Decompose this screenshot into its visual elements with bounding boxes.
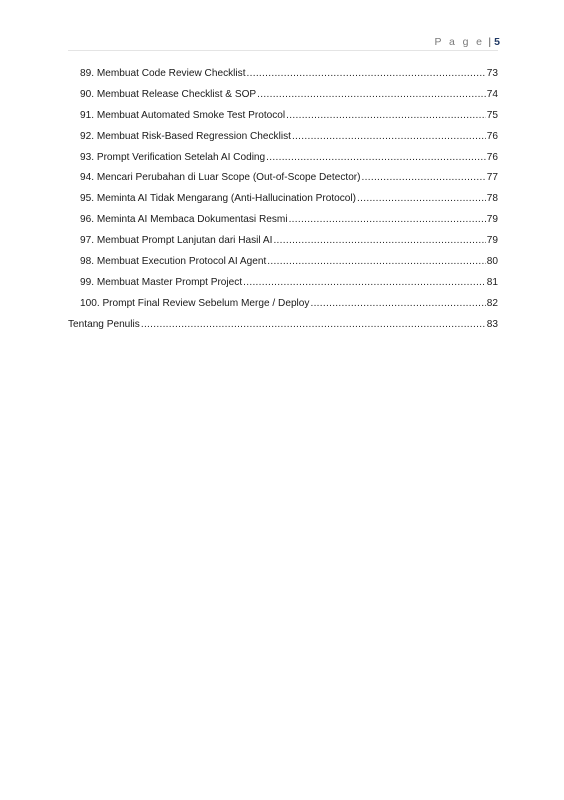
toc-entry[interactable] (68, 88, 498, 109)
toc-dot-leader (257, 88, 486, 102)
table-of-contents (68, 67, 498, 339)
toc-entry-title: 94. Mencari Perubahan di Luar Scope (Out-of-Scope Detector) (80, 172, 361, 184)
toc-entry-page-number: 73 (486, 68, 498, 79)
toc-entry-title: 89. Membuat Code Review Checklist (80, 68, 246, 79)
toc-entry-title: 98. Membuat Execution Protocol AI Agent (80, 256, 267, 268)
toc-dot-leader (310, 297, 485, 311)
toc-entry-title: 96. Meminta AI Membaca Dokumentasi Resmi (80, 214, 288, 226)
toc-dot-leader (289, 213, 486, 227)
toc-dot-leader (292, 130, 486, 144)
toc-dot-leader (286, 109, 486, 123)
toc-entry-page-number: 79 (486, 214, 498, 226)
toc-entry-page-number: 76 (486, 151, 498, 163)
toc-entry[interactable] (68, 234, 498, 255)
toc-dot-leader (141, 318, 486, 332)
toc-entry-page-number: 82 (486, 297, 498, 309)
toc-dot-leader (243, 276, 486, 290)
page-label: P a g e (434, 36, 485, 48)
toc-entry[interactable] (68, 255, 498, 276)
page-separator: | (488, 36, 492, 48)
page-header (435, 36, 500, 48)
toc-entry[interactable] (68, 67, 498, 88)
toc-entry[interactable] (68, 297, 498, 318)
toc-entry-page-number: 77 (486, 172, 498, 184)
toc-entry[interactable] (68, 151, 498, 172)
toc-entry-title: 100. Prompt Final Review Sebelum Merge / Deploy (80, 297, 310, 309)
toc-entry-title: 92. Membuat Risk-Based Regression Checklist (80, 130, 291, 142)
toc-entry-page-number: 79 (486, 235, 498, 247)
toc-entry[interactable] (68, 318, 498, 339)
toc-entry-title: 93. Prompt Verification Setelah AI Coding (80, 151, 266, 163)
toc-dot-leader (266, 151, 486, 165)
toc-entry[interactable] (68, 171, 498, 192)
toc-entry-title: 90. Membuat Release Checklist & SOP (80, 88, 257, 100)
toc-entry-page-number: 75 (486, 109, 498, 121)
toc-dot-leader (267, 255, 485, 269)
toc-dot-leader (247, 67, 486, 81)
toc-entry-title: Tentang Penulis (68, 318, 140, 330)
toc-entry[interactable] (68, 130, 498, 151)
toc-dot-leader (362, 171, 486, 185)
toc-entry-title: 95. Meminta AI Tidak Mengarang (Anti-Hallucination Protocol) (80, 193, 357, 205)
toc-entry-page-number: 80 (486, 256, 498, 268)
toc-entry-title: 97. Membuat Prompt Lanjutan dari Hasil AI (80, 235, 273, 247)
toc-entry[interactable] (68, 276, 498, 297)
toc-entry-title: 91. Membuat Automated Smoke Test Protocol (80, 109, 286, 121)
toc-entry[interactable] (68, 213, 498, 234)
toc-dot-leader (357, 192, 486, 206)
toc-entry-page-number: 74 (486, 88, 498, 100)
page-number: 5 (494, 36, 500, 48)
header-divider (68, 50, 498, 51)
toc-entry-page-number: 83 (486, 318, 498, 330)
toc-entry-page-number: 78 (486, 193, 498, 205)
toc-entry[interactable] (68, 109, 498, 130)
toc-entry-title: 99. Membuat Master Prompt Project (80, 276, 243, 288)
toc-dot-leader (273, 234, 485, 248)
toc-entry[interactable] (68, 192, 498, 213)
toc-entry-page-number: 81 (486, 276, 498, 288)
toc-entry-page-number: 76 (486, 130, 498, 142)
